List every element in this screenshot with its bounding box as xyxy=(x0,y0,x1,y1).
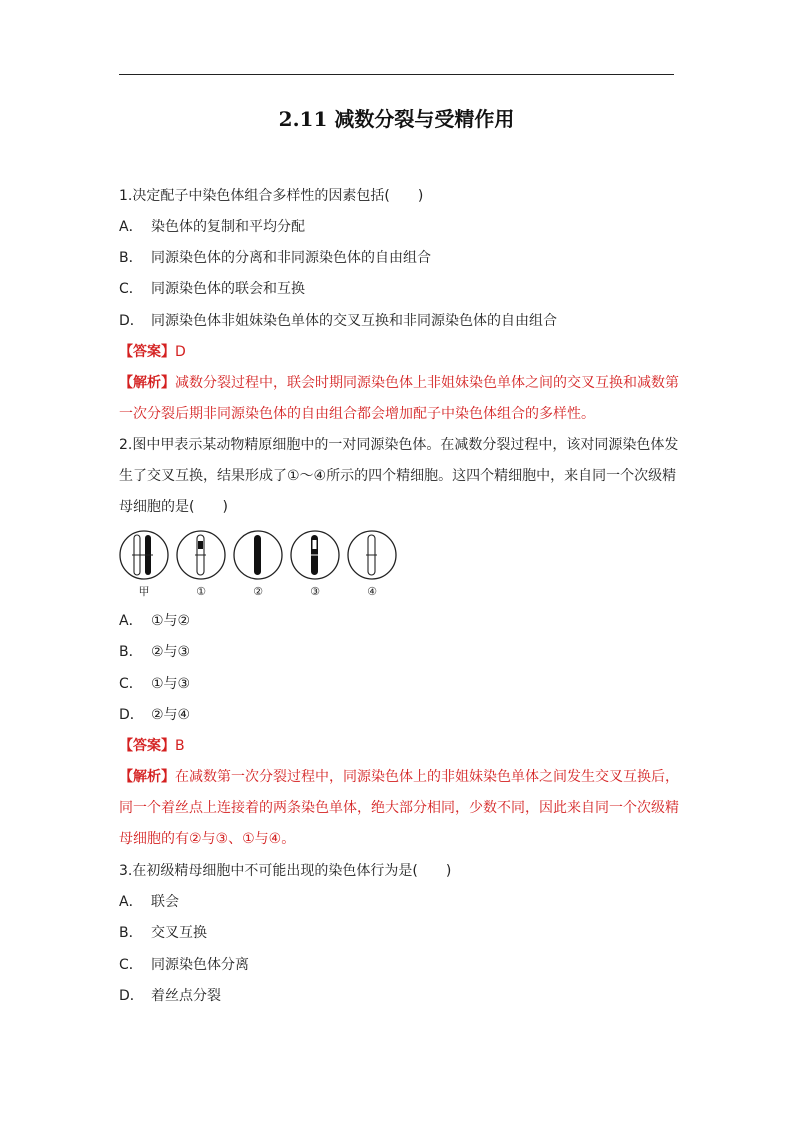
answer-tag: 【答案】 xyxy=(119,344,175,360)
q2-stem-line1: 2.图中甲表示某动物精原细胞中的一对同源染色体。在减数分裂过程中，该对同源染色体发 xyxy=(119,437,679,453)
q3-option-c xyxy=(119,955,249,975)
option-text: 同源染色体非姐妹染色单体的交叉互换和非同源染色体的自由组合 xyxy=(151,313,557,329)
option-letter: C． xyxy=(119,676,143,692)
option-letter: B． xyxy=(119,925,143,941)
q1-option-d xyxy=(119,311,557,331)
figure-label-3: ③ xyxy=(310,585,320,598)
q3-option-a xyxy=(119,892,179,912)
analysis-text: 在减数第一次分裂过程中，同源染色体上的非姐妹染色单体之间发生交叉互换后， xyxy=(175,769,679,785)
option-letter: A． xyxy=(119,894,143,910)
option-letter: D． xyxy=(119,988,144,1004)
cell-jia xyxy=(120,531,168,579)
option-text: 同源染色体的分离和非同源染色体的自由组合 xyxy=(151,250,431,266)
q2-analysis-line3: 母细胞的有②与③、①与④。 xyxy=(119,831,296,847)
option-text: ②与③ xyxy=(151,644,191,660)
q3-option-d xyxy=(119,986,221,1006)
figure-label-jia: 甲 xyxy=(138,585,150,598)
answer-tag: 【答案】 xyxy=(119,738,175,754)
option-text: 同源染色体分离 xyxy=(151,957,249,973)
answer-value: B xyxy=(175,738,185,754)
analysis-tag: 【解析】 xyxy=(119,375,175,391)
q1-analysis-line1 xyxy=(119,373,679,393)
option-letter: B． xyxy=(119,250,143,266)
option-letter: C． xyxy=(119,281,143,297)
option-letter: A． xyxy=(119,613,143,629)
option-text: ②与④ xyxy=(151,707,191,723)
option-text: 交叉互换 xyxy=(151,925,207,941)
figure-label-1: ① xyxy=(196,585,206,598)
q2-option-a xyxy=(119,611,190,631)
q1-option-c xyxy=(119,279,305,299)
q2-option-b xyxy=(119,642,190,662)
answer-value: D xyxy=(175,344,186,360)
q2-option-c xyxy=(119,674,190,694)
option-text: 联会 xyxy=(151,894,179,910)
option-text: 着丝点分裂 xyxy=(151,988,221,1004)
option-letter: A． xyxy=(119,219,143,235)
q1-stem: 1.决定配子中染色体组合多样性的因素包括( ) xyxy=(119,188,424,204)
cell-3 xyxy=(291,531,339,579)
option-letter: C． xyxy=(119,957,143,973)
analysis-tag: 【解析】 xyxy=(119,769,175,785)
q1-option-b xyxy=(119,248,431,268)
figure-label-4: ④ xyxy=(367,585,377,598)
q2-analysis-line1 xyxy=(119,767,679,787)
cell-4 xyxy=(348,531,396,579)
option-letter: D． xyxy=(119,313,144,329)
q2-analysis-line2: 同一个着丝点上连接着的两条染色单体，绝大部分相同，少数不同，因此来自同一个次级精 xyxy=(119,800,679,816)
page-title: 2.11 减数分裂与受精作用 xyxy=(278,107,515,131)
figure-label-2: ② xyxy=(253,585,263,598)
q1-analysis-line2: 一次分裂后期非同源染色体的自由组合都会增加配子中染色体组合的多样性。 xyxy=(119,406,595,422)
q2-stem-line2: 生了交叉互换，结果形成了①～④所示的四个精细胞。这四个精细胞中，来自同一个次级精 xyxy=(119,468,677,484)
analysis-text: 减数分裂过程中，联会时期同源染色体上非姐妹染色单体之间的交叉互换和减数第 xyxy=(175,375,679,391)
option-text: ①与② xyxy=(151,613,191,629)
cell-2 xyxy=(234,531,282,579)
chromosome-figure xyxy=(119,529,409,601)
option-letter: B． xyxy=(119,644,143,660)
q1-option-a xyxy=(119,217,305,237)
option-text: ①与③ xyxy=(151,676,191,692)
option-text: 同源染色体的联会和互换 xyxy=(151,281,305,297)
q2-answer xyxy=(119,736,185,756)
q3-option-b xyxy=(119,923,207,943)
q2-option-d xyxy=(119,705,190,725)
q1-answer xyxy=(119,342,186,362)
header-rule xyxy=(119,74,674,75)
option-letter: D． xyxy=(119,707,144,723)
cell-1 xyxy=(177,531,225,579)
option-text: 染色体的复制和平均分配 xyxy=(151,219,305,235)
q3-stem: 3.在初级精母细胞中不可能出现的染色体行为是( ) xyxy=(119,863,452,879)
q2-stem-line3: 母细胞的是( ) xyxy=(119,499,228,515)
